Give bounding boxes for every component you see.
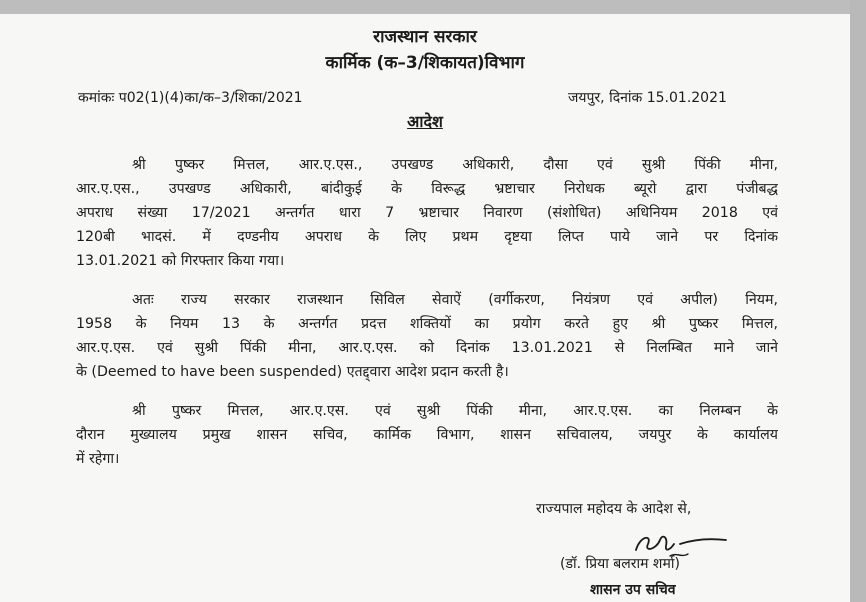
order-title: आदेश: [407, 112, 443, 131]
top-border: [0, 0, 866, 14]
signatory-designation: शासन उप सचिव: [590, 582, 676, 598]
para1-line4: 120बी भादसं. में दण्डनीय अपराध के लिए प्रथम दृष्टया लिप्त पाये जाने पर दिनांक: [76, 229, 778, 245]
place-date: जयपुर, दिनांक 15.01.2021: [568, 90, 727, 106]
para1-line3: अपराध संख्या 17/2021 अन्तर्गत धारा 7 भ्रष्टाचार निवारण (संशोधित) अधिनियम 2018 एवं: [76, 205, 778, 221]
para1-line1: श्री पुष्कर मित्तल, आर.ए.एस., उपखण्ड अधिकारी, दौसा एवं सुश्री पिंकी मीना,: [132, 157, 778, 173]
right-border: [850, 0, 866, 602]
para1-line5: 13.01.2021 को गिरफ्तार किया गया।: [76, 253, 285, 269]
para3-line3: में रहेगा।: [76, 451, 120, 467]
para3-line2: दौरान मुख्यालय प्रमुख शासन सचिव, कार्मिक विभाग, शासन सचिवालय, जयपुर के कार्यालय: [76, 427, 778, 443]
department-heading: कार्मिक (क–3/शिकायत)विभाग: [325, 53, 525, 73]
reference-number: कमांकः प02(1)(4)का/क–3/शिका/2021: [78, 90, 303, 106]
para2-line4: के (Deemed to have been suspended) एतद्द्वारा आदेश प्रदान करती है।: [76, 364, 509, 380]
closing-line: राज्यपाल महोदय के आदेश से,: [536, 501, 692, 517]
para1-line2: आर.ए.एस., उपखण्ड अधिकारी, बांदीकुई के विरूद्ध भ्रष्टाचार निरोधक ब्यूरो द्वारा पंजीबद्ध: [76, 181, 778, 197]
para2-line1: अतः राज्य सरकार राजस्थान सिविल सेवाऐं (वर्गीकरण, नियंत्रण एवं अपील) नियम,: [132, 292, 778, 308]
signatory-name: (डॉ. प्रिया बलराम शर्मा): [560, 556, 680, 572]
para2-line3: आर.ए.एस. एवं सुश्री पिंकी मीना, आर.ए.एस. को दिनांक 13.01.2021 से निलम्बित माने जाने: [76, 340, 778, 356]
government-heading: राजस्थान सरकार: [373, 27, 477, 47]
para2-line2: 1958 के नियम 13 के अन्तर्गत प्रदत्त शक्तियों का प्रयोग करते हुए श्री पुष्कर मित्तल,: [76, 316, 778, 332]
para3-line1: श्री पुष्कर मित्तल, आर.ए.एस. एवं सुश्री पिंकी मीना, आर.ए.एस. का निलम्बन के: [132, 403, 778, 419]
document-page: [0, 14, 850, 602]
